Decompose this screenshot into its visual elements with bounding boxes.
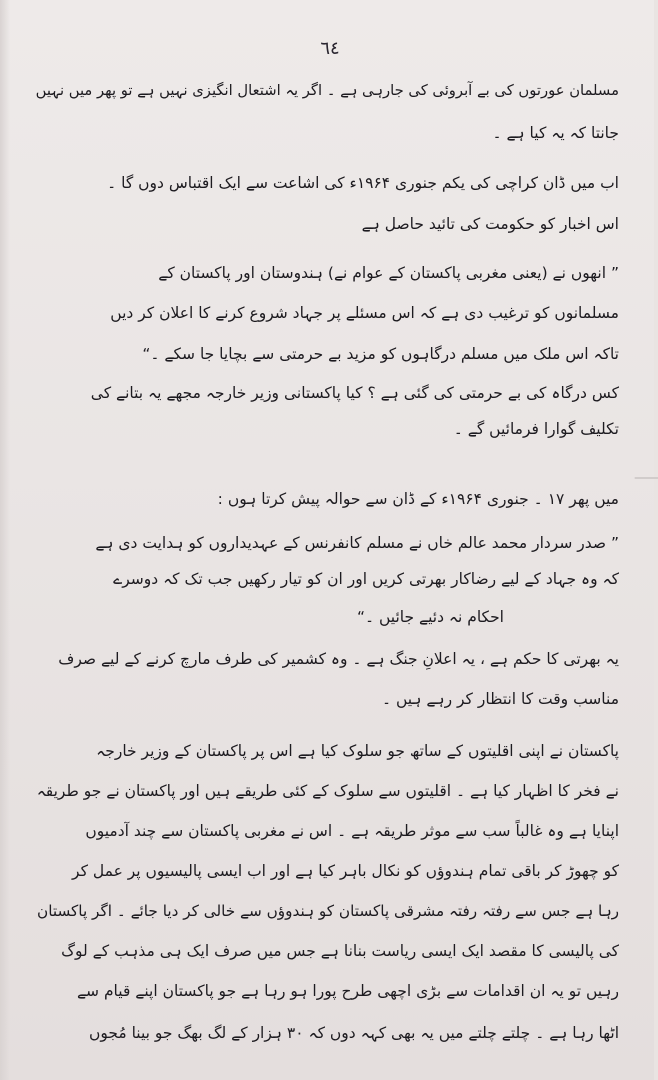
text-line-22: رہیں تو یہ ان اقدامات سے بڑی اچھی طرح پورا ہو رہا ہے جو پاکستان اپنے قیام سے	[76, 982, 619, 1000]
text-line-17: نے فخر کا اظہار کیا ہے ۔ اقلیتوں سے سلوک کے کئی طریقے ہیں اور پاکستان نے جو طریقہ	[36, 782, 619, 800]
text-line-18: اپنایا ہے وہ غالباً سب سے موثر طریقہ ہے ۔ اس نے مغربی پاکستان سے چند آدمیوں	[85, 822, 619, 840]
text-line-16: پاکستان نے اپنی اقلیتوں کے ساتھ جو سلوک کیا ہے اس پر پاکستان کے وزیر خارجہ	[96, 742, 619, 760]
text-line-9: تکلیف گوارا فرمائیں گے ۔	[453, 420, 619, 438]
text-line-19: کو چھوڑ کر باقی تمام ہندوؤں کو نکال باہر کیا ہے اور اب ایسی پالیسیوں پر عمل کر	[72, 862, 619, 880]
text-line-3: اب میں ڈان کراچی کی یکم جنوری ۱۹۶۴ء کی اشاعت سے ایک اقتباس دوں گا ۔	[107, 174, 619, 192]
text-line-8: کس درگاہ کی بے حرمتی کی گئی ہے ؟ کیا پاکستانی وزیر خارجہ مجھے یہ بتانے کی	[90, 384, 619, 402]
text-line-13: احکام نہ دئیے جائیں ۔“	[356, 608, 504, 626]
text-line-10: میں پھر ۱۷ ۔ جنوری ۱۹۶۴ء کے ڈان سے حوالہ پیش کرتا ہوں :	[217, 490, 619, 508]
text-line-7: تاکہ اس ملک میں مسلم درگاہوں کو مزید بے حرمتی سے بچایا جا سکے ۔“	[142, 345, 619, 363]
text-line-23: اٹھا رہا ہے ۔ چلتے چلتے میں یہ بھی کہہ دوں کہ ۳۰ ہزار کے لگ بھگ جو بینا مُجوں	[88, 1024, 619, 1042]
page-number: ٦٤	[320, 38, 340, 59]
text-line-15: مناسب وقت کا انتظار کر رہے ہیں ۔	[381, 690, 619, 708]
text-line-21: کی پالیسی کا مقصد ایک ایسی ریاست بنانا ہے جس میں صرف ایک ہی مذہب کے لوگ	[61, 942, 619, 960]
text-line-4: اس اخبار کو حکومت کی تائید حاصل ہے	[361, 215, 619, 233]
text-line-20: رہا ہے جس سے رفتہ رفتہ مشرقی پاکستان کو ہندوؤں سے خالی کر دیا جائے ۔ اگر پاکستان	[37, 902, 619, 920]
text-line-5: ” انھوں نے (یعنی مغربی پاکستان کے عوام نے) ہندوستان اور پاکستان کے	[158, 264, 619, 282]
page-shadow-edge	[0, 0, 10, 1080]
text-line-12: کہ وہ جہاد کے لیے رضاکار بھرتی کریں اور ان کو تیار رکھیں جب تک کہ دوسرے	[113, 570, 619, 588]
text-line-14: یہ بھرتی کا حکم ہے ، یہ اعلانِ جنگ ہے ۔ وہ کشمیر کی طرف مارچ کرنے کے لیے صرف	[58, 650, 619, 668]
text-line-2: جانتا کہ یہ کیا ہے ۔	[492, 124, 619, 142]
text-line-11: ” صدر سردار محمد عالم خاں نے مسلم کانفرنس کے عہدیداروں کو ہدایت دی ہے	[95, 534, 619, 552]
margin-pencil-mark: ——	[634, 470, 658, 486]
text-line-6: مسلمانوں کو ترغیب دی ہے کہ اس مسئلے پر جہاد شروع کرنے کا اعلان کر دیں	[110, 304, 619, 322]
text-line-1: مسلمان عورتوں کی بے آبروئی کی جارہی ہے ۔ اگر یہ اشتعال انگیزی نہیں ہے تو پھر میں نہیں	[35, 82, 619, 99]
